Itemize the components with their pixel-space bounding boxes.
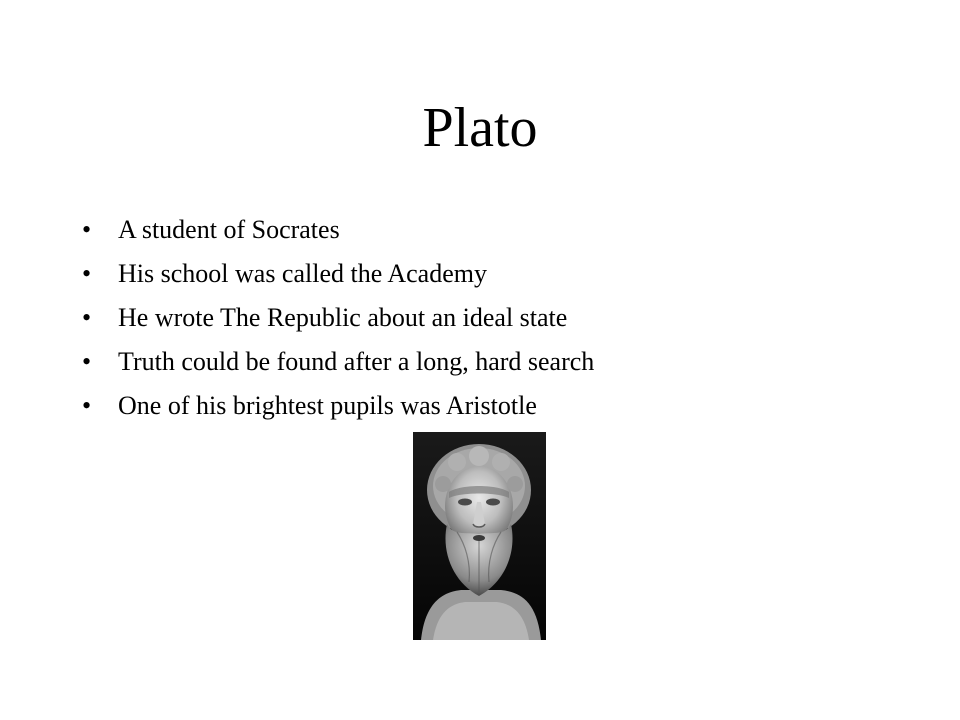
bullet-item <box>82 252 902 296</box>
slide-title: Plato <box>422 97 538 159</box>
bullet-icon: • <box>82 259 92 288</box>
bullet-icon: • <box>82 347 92 376</box>
bullet-item <box>82 384 902 428</box>
bullet-item <box>82 208 902 252</box>
plato-bust-illustration <box>413 432 546 640</box>
bullet-text: One of his brightest pupils was Aristotle <box>118 391 537 420</box>
bullet-icon: • <box>82 215 92 244</box>
plato-bust-image <box>413 432 546 640</box>
bullet-text: A student of Socrates <box>118 215 340 244</box>
bullet-item <box>82 340 902 384</box>
bullet-list <box>82 208 902 428</box>
bullet-icon: • <box>82 391 92 420</box>
bullet-text: His school was called the Academy <box>118 259 487 288</box>
bullet-icon: • <box>82 303 92 332</box>
bullet-item <box>82 296 902 340</box>
bullet-text: He wrote The Republic about an ideal state <box>118 303 568 332</box>
bullet-text: Truth could be found after a long, hard search <box>118 347 595 376</box>
